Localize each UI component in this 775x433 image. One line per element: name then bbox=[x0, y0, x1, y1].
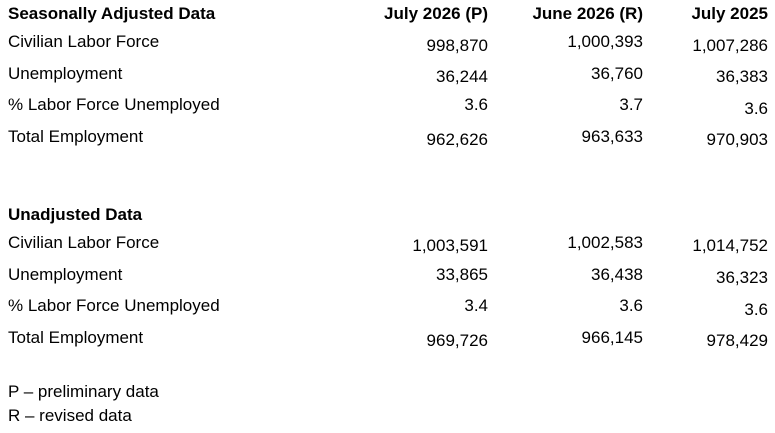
row-label: Unemployment bbox=[8, 64, 123, 83]
row-label: Civilian Labor Force bbox=[8, 233, 160, 252]
row-value-col2: 1,000,393 bbox=[567, 32, 643, 51]
row-label: Unemployment bbox=[8, 265, 123, 284]
column-header-july-2025: July 2025 bbox=[691, 4, 768, 23]
row-value-col1: 36,244 bbox=[436, 67, 488, 86]
unadjusted-section-title: Unadjusted Data bbox=[8, 205, 143, 224]
row-value-col2: 1,002,583 bbox=[567, 233, 643, 252]
column-header-june-2026: June 2026 (R) bbox=[532, 4, 643, 23]
row-value-col3: 36,323 bbox=[716, 268, 768, 287]
row-value-col3: 970,903 bbox=[706, 130, 768, 149]
row-value-col2: 963,633 bbox=[581, 127, 643, 146]
row-value-col1: 3.6 bbox=[464, 95, 488, 114]
row-value-col1: 969,726 bbox=[426, 331, 488, 350]
row-label: % Labor Force Unemployed bbox=[8, 95, 220, 114]
row-value-col2: 36,438 bbox=[591, 265, 643, 284]
row-value-col3: 36,383 bbox=[716, 67, 768, 86]
row-value-col2: 3.7 bbox=[619, 95, 643, 114]
row-value-col2: 966,145 bbox=[581, 328, 643, 347]
footnote-preliminary: P – preliminary data bbox=[8, 382, 159, 401]
row-value-col3: 3.6 bbox=[744, 99, 768, 118]
row-label: Total Employment bbox=[8, 328, 144, 347]
row-value-col1: 1,003,591 bbox=[412, 236, 488, 255]
row-value-col1: 998,870 bbox=[426, 36, 488, 55]
row-value-col1: 3.4 bbox=[464, 296, 488, 315]
row-value-col1: 962,626 bbox=[426, 130, 488, 149]
row-value-col1: 33,865 bbox=[436, 265, 488, 284]
row-value-col2: 3.6 bbox=[619, 296, 643, 315]
row-label: Total Employment bbox=[8, 127, 144, 146]
row-label: Civilian Labor Force bbox=[8, 32, 160, 51]
row-value-col3: 978,429 bbox=[706, 331, 768, 350]
column-header-july-2026: July 2026 (P) bbox=[384, 4, 488, 23]
seasonal-section-title: Seasonally Adjusted Data bbox=[8, 4, 216, 23]
row-value-col3: 3.6 bbox=[744, 300, 768, 319]
footnote-revised: R – revised data bbox=[8, 406, 132, 425]
row-label: % Labor Force Unemployed bbox=[8, 296, 220, 315]
row-value-col3: 1,014,752 bbox=[692, 236, 768, 255]
row-value-col2: 36,760 bbox=[591, 64, 643, 83]
row-value-col3: 1,007,286 bbox=[692, 36, 768, 55]
